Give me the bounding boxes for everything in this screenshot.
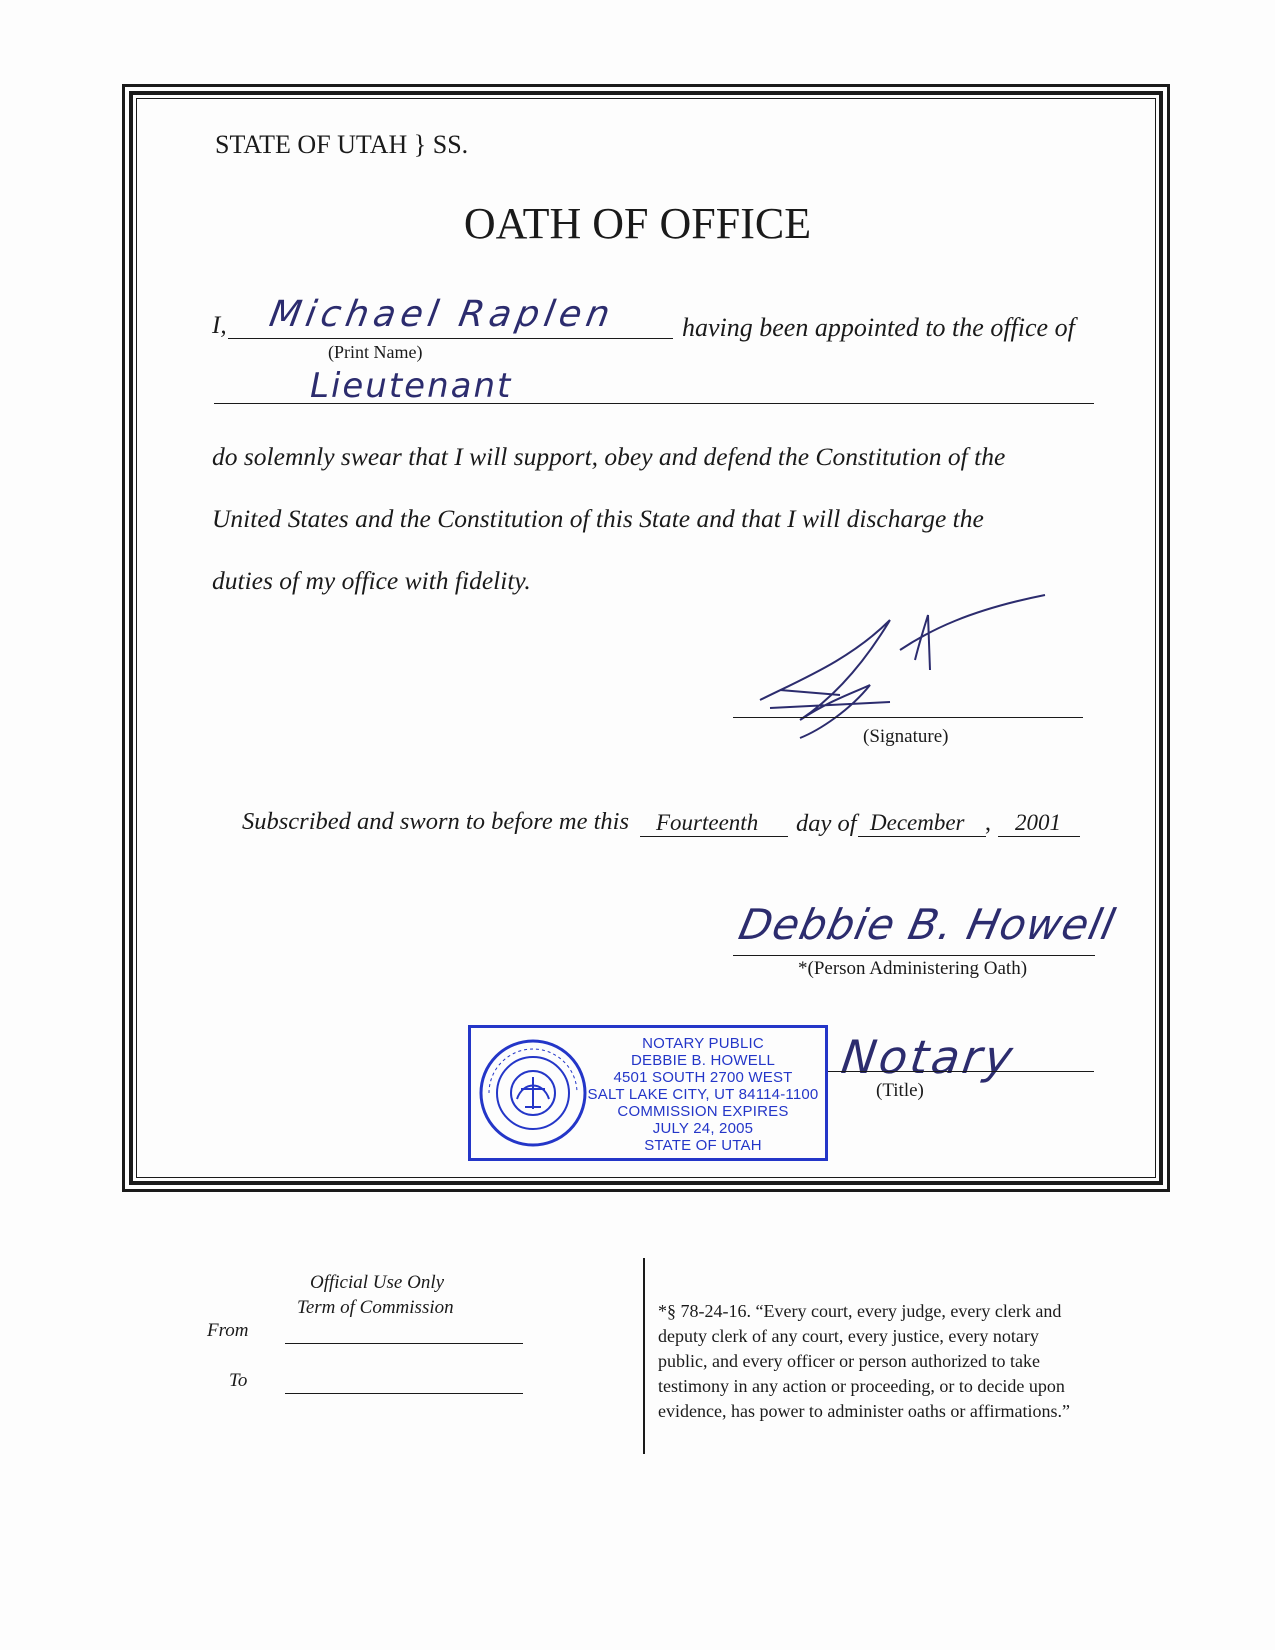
title-caption: (Title) [876,1080,924,1101]
signature-underline [733,717,1083,718]
handwritten-office: Lieutenant [310,366,513,406]
to-label: To [229,1370,248,1391]
handwritten-title: Notary [838,1030,1019,1084]
sworn-month-value: December [870,810,965,835]
footnote-line-2: deputy clerk of any court, every justice, every notary [658,1326,1039,1346]
administrator-caption: *(Person Administering Oath) [798,958,1028,979]
name-underline [228,338,673,339]
stamp-line-6: JULY 24, 2005 [652,1120,754,1137]
sworn-prefix: Subscribed and sworn to before me this [242,808,629,835]
print-name-caption: (Print Name) [328,342,423,362]
oath-text-line-3: duties of my office with fidelity. [212,566,531,595]
sworn-day-value: Fourteenth [656,810,759,835]
sworn-comma: , [985,810,991,836]
title-underline [828,1071,1094,1072]
footnote-line-1: *§ 78-24-16. “Every court, every judge, every clerk and [658,1301,1062,1321]
official-use-heading: Official Use Only [310,1272,445,1293]
signature-caption: (Signature) [863,726,949,747]
page-title: OATH OF OFFICE [463,199,812,248]
sworn-year-underline [998,836,1080,837]
handwritten-name: Michael Raplen [266,294,618,335]
notary-stamp [468,1025,828,1161]
stamp-line-4: SALT LAKE CITY, UT 84114-1100 [587,1086,819,1103]
stamp-line-1: NOTARY PUBLIC [642,1035,764,1052]
stamp-line-5: COMMISSION EXPIRES [617,1103,789,1120]
state-line: STATE OF UTAH } SS. [215,130,469,159]
from-label: From [207,1320,249,1341]
administrator-underline [733,955,1095,956]
stamp-line-7: STATE OF UTAH [644,1137,762,1154]
oath-text-line-2: United States and the Constitution of this State and that I will discharge the [212,504,984,533]
footnote-line-5: evidence, has power to administer oaths or affirmations.” [658,1401,1071,1421]
state-seal-icon [477,1037,589,1149]
administrator-signature: Debbie B. Howell [734,900,1120,949]
from-underline [285,1343,523,1344]
oath-text-line-1: do solemnly swear that I will support, obey and defend the Constitution of the [212,442,1006,471]
stamp-line-2: DEBBIE B. HOWELL [630,1052,776,1069]
sworn-day-of: day of [796,810,857,837]
name-prefix: I, [212,312,227,339]
to-underline [285,1393,523,1394]
sworn-day-underline [640,836,788,837]
stamp-line-3: 4501 SOUTH 2700 WEST [613,1069,793,1086]
footnote-line-3: public, and every officer or person authorized to take [658,1351,1041,1371]
appointment-suffix: having been appointed to the office of [682,313,1075,342]
footnote-line-4: testimony in any action or proceeding, or to decide upon [658,1376,1065,1396]
term-of-commission-heading: Term of Commission [297,1297,454,1318]
sworn-month-underline [858,836,986,837]
section-divider [643,1258,645,1454]
sworn-year-value: 2001 [1015,810,1061,835]
